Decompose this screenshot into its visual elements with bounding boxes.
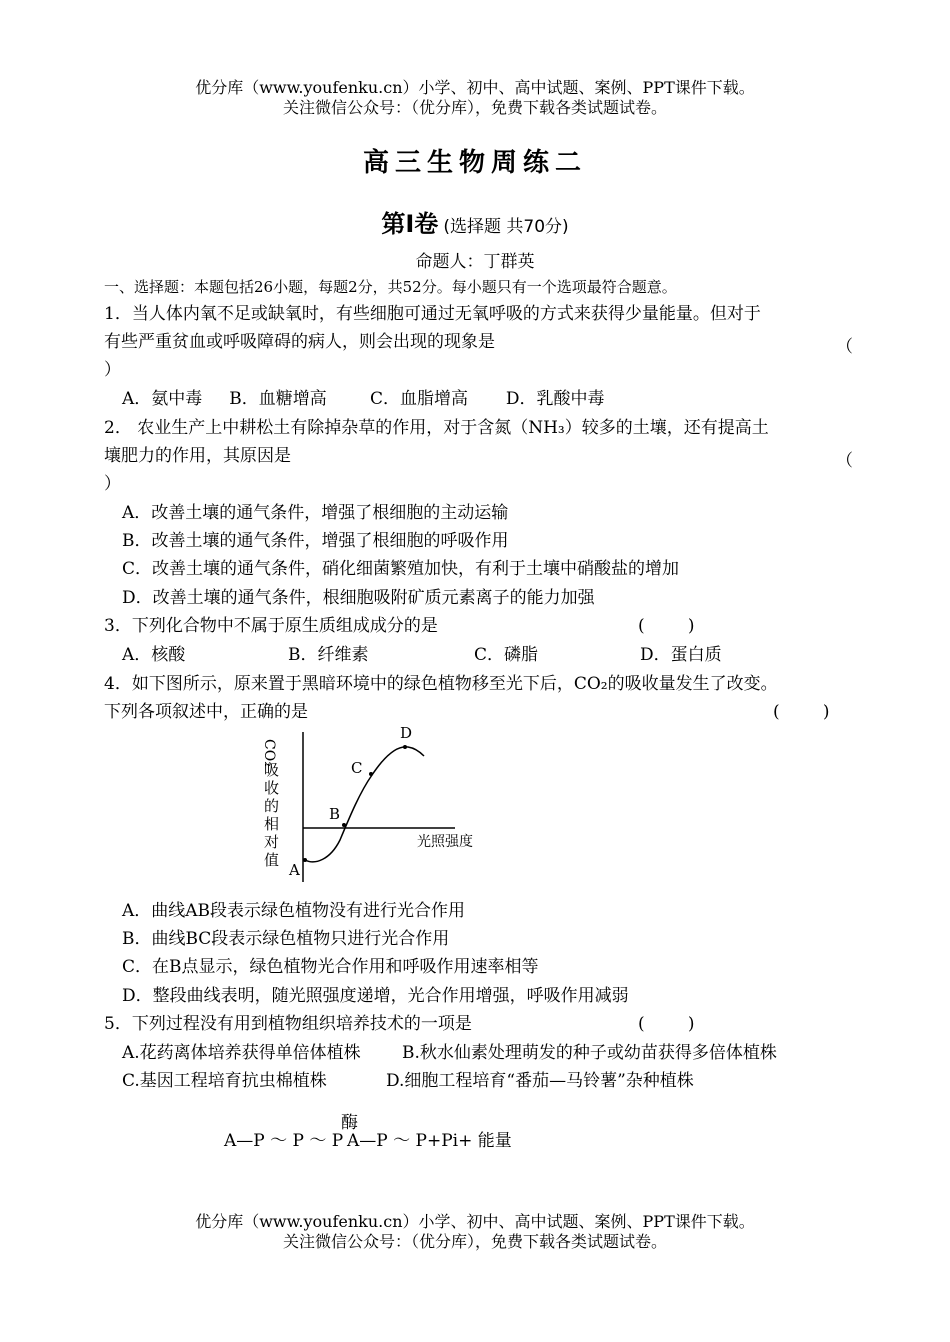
equation-right: A—P ～ P+Pi+ 能量 — [347, 1131, 512, 1151]
q4-option-b: B．曲线BC段表示绿色植物只进行光合作用 — [122, 929, 450, 949]
q2-stem-line-1: 2． 农业生产上中耕松土有除掉杂草的作用，对于含氮（NH₃）较多的土壤，还有提高土 — [104, 418, 769, 438]
y-label-char-1: 吸 — [264, 761, 280, 779]
y-label-char-6: 值 — [264, 851, 280, 869]
point-c-dot — [369, 772, 373, 776]
q2-paren-open: （ — [836, 451, 853, 471]
q3-stem: 3．下列化合物中不属于原生质组成成分的是 — [104, 616, 438, 636]
footer-line-2: 关注微信公众号：（优分库），免费下载各类试题试卷。 — [282, 1232, 667, 1251]
header-line-1: 优分库（www.youfenku.cn）小学、初中、高中试题、案例、PPT课件下载。 — [195, 78, 755, 97]
point-b-label: B — [329, 805, 341, 823]
q2-stem-line-2: 壤肥力的作用，其原因是 — [104, 446, 291, 466]
y-label-char-3: 的 — [264, 797, 280, 815]
y-axis-label — [261, 739, 279, 869]
y-label-char-2: 收 — [264, 779, 280, 797]
footer-line-1: 优分库（www.youfenku.cn）小学、初中、高中试题、案例、PPT课件下载。 — [195, 1212, 755, 1231]
q3-paren: ( ) — [638, 616, 695, 636]
page-title: 高三生物周练二 — [362, 148, 587, 178]
point-c-label: C — [351, 759, 363, 777]
q4-stem-line-1: 4．如下图所示，原来置于黑暗环境中的绿色植物移至光下后，CO₂的吸收量发生了改变。 — [104, 674, 778, 694]
q1-stem-line-1: 1．当人体内氧不足或缺氧时，有些细胞可通过无氧呼吸的方式来获得少量能量。但对于 — [104, 304, 761, 324]
q2-paren-close: ） — [104, 474, 121, 494]
q3-option-c: C．磷脂 — [474, 645, 539, 665]
y-label-char-0: CO₂ — [261, 739, 277, 767]
author-line: 命题人：丁群英 — [415, 252, 535, 272]
co2-absorption-chart — [250, 720, 500, 890]
y-label-char-5: 对 — [264, 833, 280, 851]
volume-sub: (选择题 共70分) — [443, 217, 569, 237]
q3-option-b: B．纤维素 — [288, 645, 369, 665]
q5-option-d: D.细胞工程培育“番茄—马铃薯”杂种植株 — [386, 1071, 694, 1091]
equation-left: A—P ～ P ～ P — [224, 1131, 344, 1151]
q5-option-b: B.秋水仙素处理萌发的种子或幼苗获得多倍体植株 — [402, 1043, 777, 1063]
q2-option-c: C．改善土壤的通气条件，硝化细菌繁殖加快，有利于土壤中硝酸盐的增加 — [122, 559, 680, 579]
x-axis-label: 光照强度 — [417, 834, 473, 850]
q5-option-a: A.花药离体培养获得单倍体植株 — [122, 1043, 361, 1063]
section-instructions: 一、选择题：本题包括26小题，每题2分，共52分。每小题只有一个选项最符合题意。 — [104, 278, 677, 296]
q2-option-a: A．改善土壤的通气条件，增强了根细胞的主动运输 — [122, 503, 509, 523]
point-a-label: A — [289, 861, 300, 879]
point-d-label: D — [400, 724, 413, 742]
q4-option-c: C．在B点显示，绿色植物光合作用和呼吸作用速率相等 — [122, 957, 539, 977]
q1-paren-close: ） — [104, 360, 121, 380]
q4-stem-line-2: 下列各项叙述中，正确的是 — [104, 702, 308, 722]
q5-option-c: C.基因工程培育抗虫棉植株 — [122, 1071, 327, 1091]
q1-paren-open: （ — [836, 337, 853, 357]
header-line-2: 关注微信公众号：（优分库），免费下载各类试题试卷。 — [282, 98, 667, 117]
q4-option-a: A．曲线AB段表示绿色植物没有进行光合作用 — [122, 901, 466, 921]
q4-paren: ( ) — [773, 702, 830, 722]
q2-option-d: D．改善土壤的通气条件，根细胞吸附矿质元素离子的能力加强 — [122, 588, 595, 608]
q3-option-a: A．核酸 — [122, 645, 186, 665]
volume-main: 第Ⅰ卷 — [381, 210, 439, 238]
co2-curve — [305, 747, 424, 862]
y-label-char-4: 相 — [264, 815, 280, 833]
point-b-dot — [342, 823, 346, 827]
q1-options: A．氨中毒 B．血糖增高 C．血脂增高 D．乳酸中毒 — [122, 389, 605, 409]
q1-stem-line-2: 有些严重贫血或呼吸障碍的病人，则会出现的现象是 — [104, 332, 495, 352]
q2-option-b: B．改善土壤的通气条件，增强了根细胞的呼吸作用 — [122, 531, 509, 551]
q5-paren: ( ) — [638, 1014, 695, 1034]
q4-option-d: D．整段曲线表明，随光照强度递增，光合作用增强，呼吸作用减弱 — [122, 986, 629, 1006]
q5-stem: 5．下列过程没有用到植物组织培养技术的一项是 — [104, 1014, 472, 1034]
equation-enzyme: 酶 — [341, 1113, 358, 1133]
volume-heading — [0, 204, 950, 239]
q3-option-d: D．蛋白质 — [640, 645, 722, 665]
point-d-dot — [403, 745, 407, 749]
point-a-dot — [303, 858, 307, 862]
